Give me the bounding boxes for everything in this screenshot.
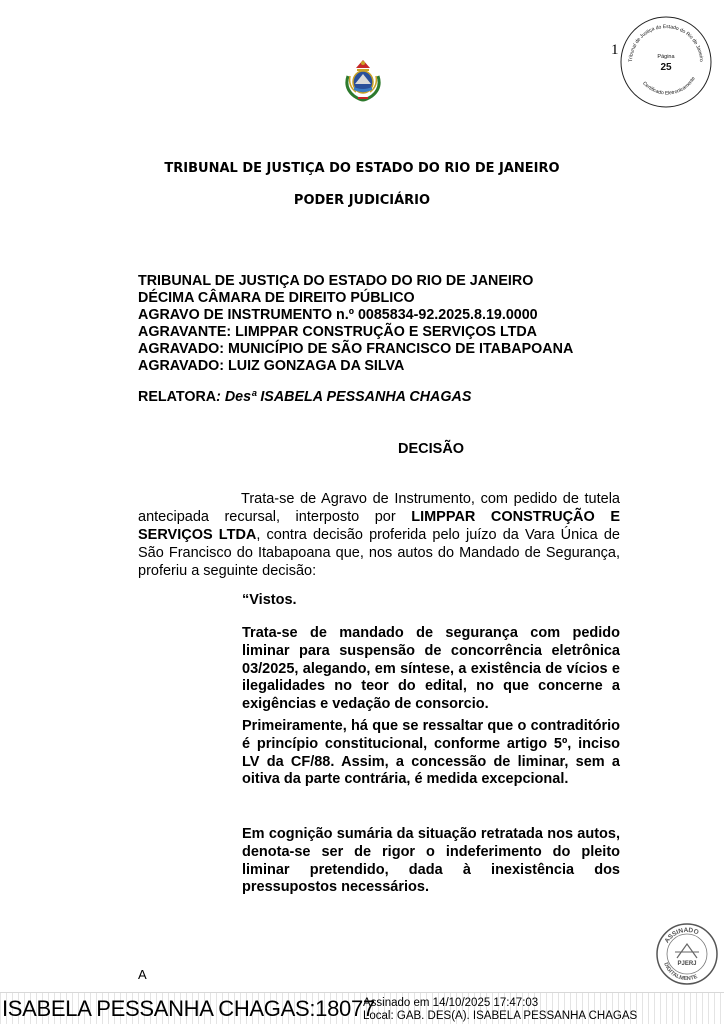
decision-title: DECISÃO xyxy=(398,441,465,457)
caption-court: TRIBUNAL DE JUSTIÇA DO ESTADO DO RIO DE JANEIRO xyxy=(138,273,534,289)
caption-chamber: DÉCIMA CÂMARA DE DIREITO PÚBLICO xyxy=(138,290,415,306)
stamp-label: Página xyxy=(657,54,675,60)
caption-case-number: AGRAVO DE INSTRUMENTO n.º 0085834-92.2025.8.19.0000 xyxy=(138,307,538,323)
caption-appellee-2: AGRAVADO: LUIZ GONZAGA DA SILVA xyxy=(138,358,405,374)
intro-text-2: , contra decisão proferida pelo juízo da Vara Única de São Francisco do Itabapoana que, nos autos do Mandado de Segurança, proferiu a seguinte decisão: xyxy=(138,527,620,579)
signature-location: Local: GAB. DES(A). ISABELA PESSANHA CHAGAS xyxy=(363,1010,638,1022)
intro-party: LIMPPAR CONSTRUÇÃO E SERVIÇOS LTDA xyxy=(138,509,620,543)
signer-name: ISABELA PESSANHA CHAGAS:18077 xyxy=(2,996,375,1021)
stamp-ring-text: Tribunal de Justiça do Estado do Rio de Janeiro xyxy=(627,23,705,63)
seal-center-text: PJERJ xyxy=(677,961,697,967)
quote-opening: “Vistos. xyxy=(242,592,297,608)
coat-of-arms-emblem xyxy=(342,54,384,102)
page-stamp xyxy=(618,14,714,110)
intro-text-1: Trata-se de Agravo de Instrumento, com pedido de tutela antecipada recursal, interposto por xyxy=(138,491,620,525)
caption-appellee-1: AGRAVADO: MUNICÍPIO DE SÃO FRANCISCO DE ITABAPOANA xyxy=(138,341,574,357)
footer-letter: A xyxy=(138,967,147,982)
intro-paragraph xyxy=(138,490,620,580)
page-number: 1 xyxy=(611,42,619,58)
stamp-bottom-text: Certificado Eletronicamente xyxy=(641,75,697,97)
rapporteur-label: RELATORA xyxy=(138,389,217,405)
quote-paragraph-2: Primeiramente, há que se ressaltar que o contraditório é princípio constitucional, conforme artigo 5º, inciso LV da CF/88. Assim, a concessão de liminar, sem a oitiva da parte contrária, é medida excepcional. xyxy=(242,718,620,788)
digital-signature-seal xyxy=(655,922,719,986)
rapporteur-name: : Desª ISABELA PESSANHA CHAGAS xyxy=(216,389,472,405)
signature-timestamp: Assinado em 14/10/2025 17:47:03 xyxy=(363,997,539,1009)
seal-top-text: ASSINADO xyxy=(663,926,700,945)
judiciary-header: PODER JUDICIÁRIO xyxy=(293,193,431,208)
court-header-title: TRIBUNAL DE JUSTIÇA DO ESTADO DO RIO DE JANEIRO xyxy=(164,161,560,176)
quote-paragraph-1: Trata-se de mandado de segurança com pedido liminar para suspensão de concorrência eletrônica 03/2025, alegando, em síntese, a existência de vícios e ilegalidades no teor do edital, no que concerne a exigências e vedação de consorcio. xyxy=(242,625,620,713)
caption-appellant: AGRAVANTE: LIMPPAR CONSTRUÇÃO E SERVIÇOS LTDA xyxy=(138,324,537,340)
seal-bottom-text: DIGITALMENTE xyxy=(662,961,699,983)
rapporteur-line xyxy=(138,389,471,406)
quote-paragraph-3: Em cognição sumária da situação retratada nos autos, denota-se ser de rigor o indeferimento do pleito liminar pretendido, dada à inexistência dos pressupostos necessários. xyxy=(242,826,620,896)
case-caption xyxy=(138,273,573,375)
stamp-number: 25 xyxy=(660,62,672,73)
